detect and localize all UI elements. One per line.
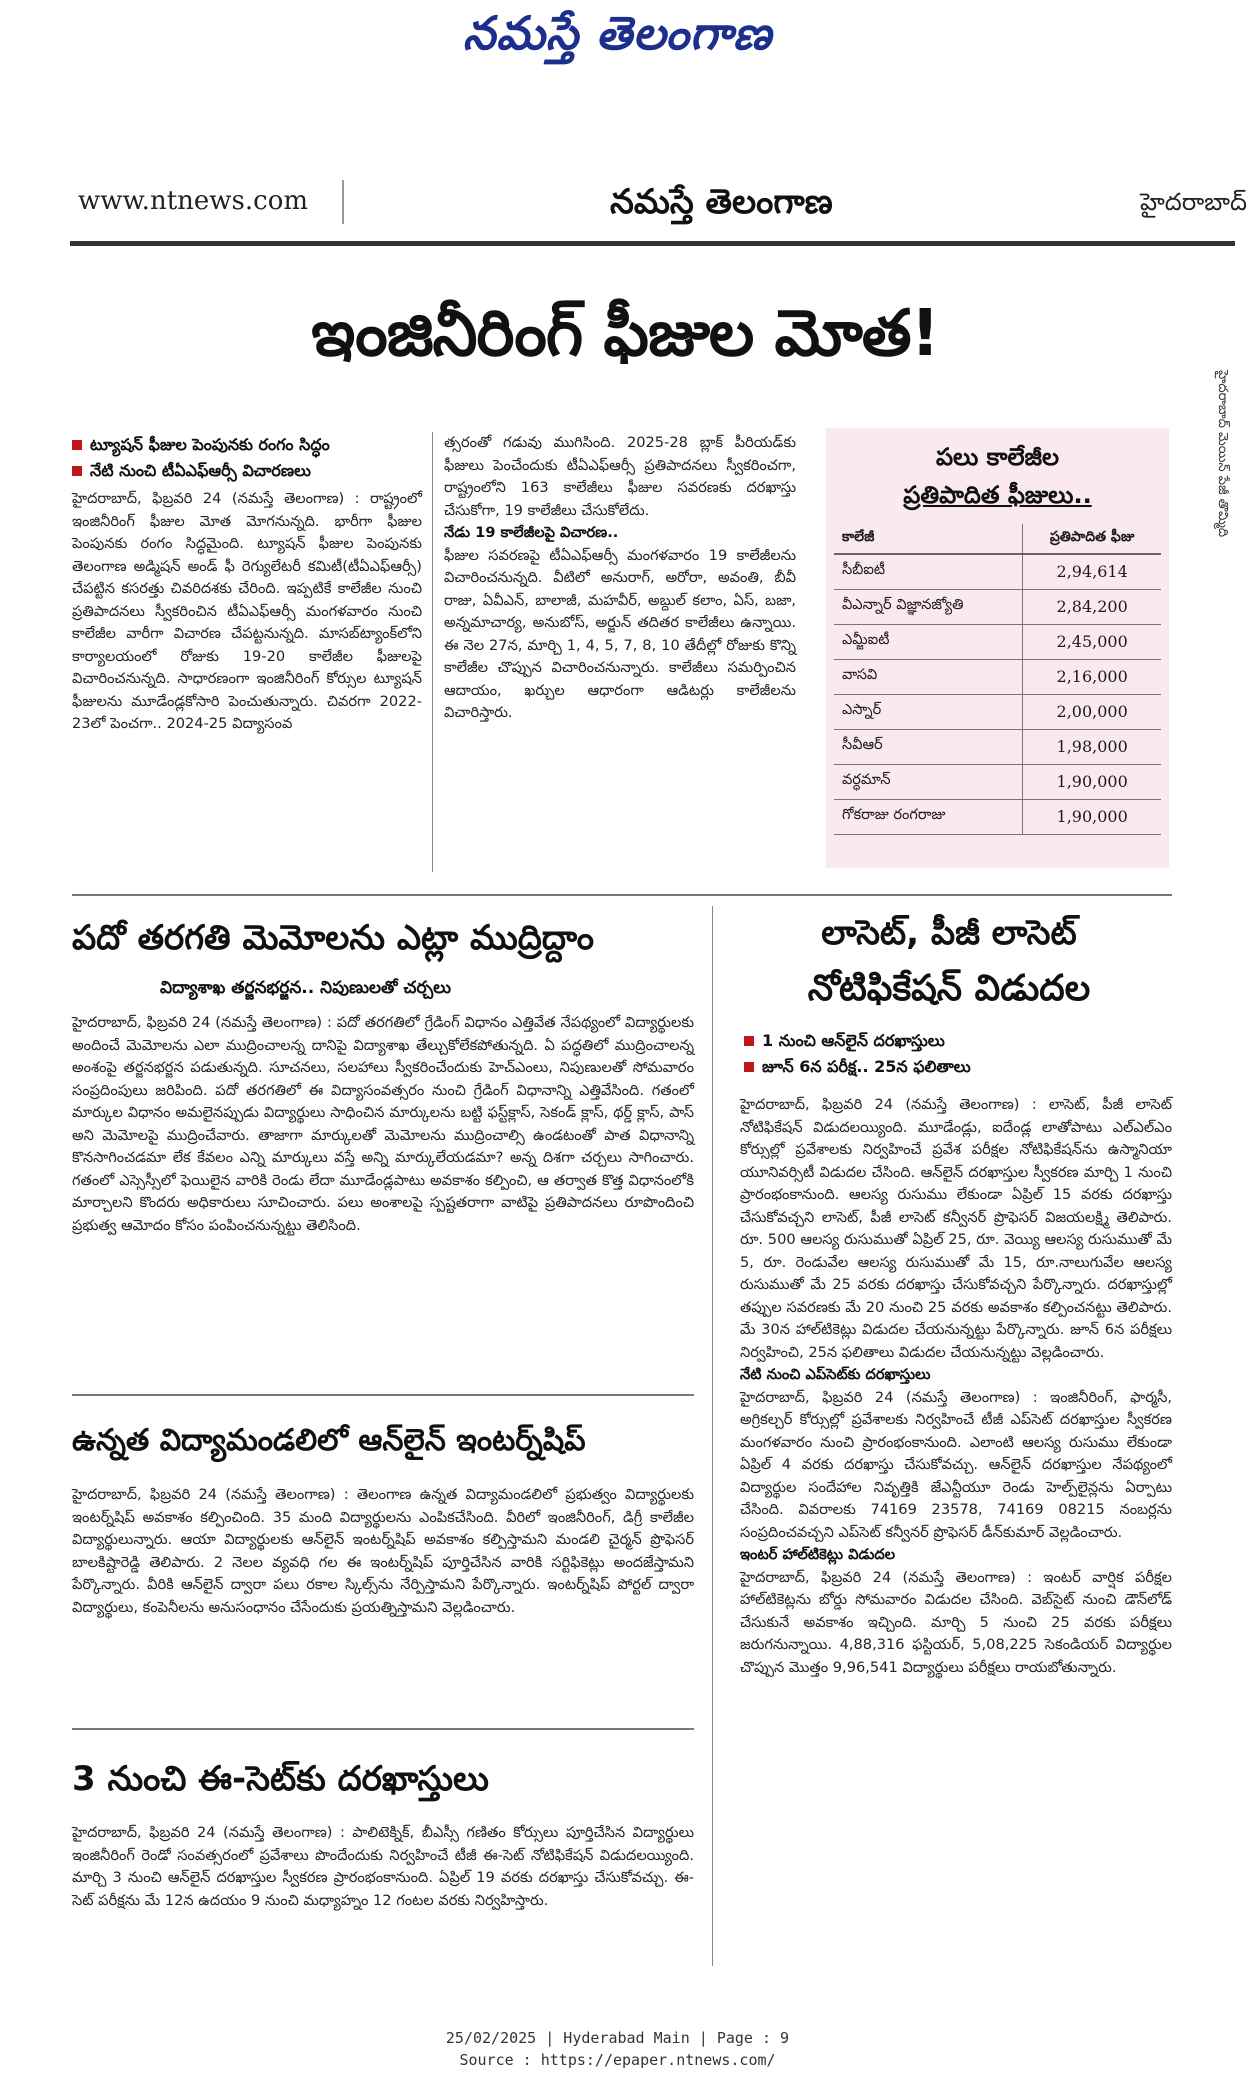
lead-bullet xyxy=(72,432,422,458)
lead-column-2-para: ఫీజుల సవరణపై టీఏఎఫ్‌ఆర్సీ మంగళవారం 19 కాలేజీలను విచారించనున్నది. వీటిలో అనురాగ్, అరోరా, అవంతి, బీవీ రాజు, ఏవీఎన్, బాలాజీ, మహవీర్, అబ్దుల్ కలాం, ఏస్, బజా, అన్నమాచార్య, అనుబోస్, అర్జున్ తదితర కాలేజీలు ఉన్నాయి. ఈ నెల 27న, మార్చి 1, 4, 5, 7, 8, 10 తేదీల్లో రోజుకు కొన్ని కాలేజీల చొప్పున విచారించనున్నారు. కాలేజీలు సమర్పించిన ఆదాయం, ఖర్చుల ఆధారంగా ఆడిటర్లు కాలేజీలను విచారిస్తారు. xyxy=(444,546,796,721)
column-rule xyxy=(712,906,713,1966)
lawcet-headline: లాసెట్, పీజీ లాసెట్ xyxy=(821,913,1077,953)
lawcet-bullet-text: 1 నుంచి ఆన్‌లైన్ దరఖాస్తులు xyxy=(762,1031,945,1050)
memo-body xyxy=(72,1012,694,1374)
ecet-headline: 3 నుంచి ఈ-సెట్‌కు దరఖాస్తులు xyxy=(72,1759,489,1799)
internship-headline: ఉన్నత విద్యామండలిలో ఆన్‌లైన్ ఇంటర్న్‌షిప్ xyxy=(72,1423,586,1458)
fee-table-header-fee: ప్రతిపాదిత ఫీజు xyxy=(1023,524,1161,554)
page-footer xyxy=(0,2027,1235,2071)
lead-column-1-text: హైదరాబాద్, ఫిబ్రవరి 24 (నమస్తే తెలంగాణ) : రాష్ట్రంలో ఇంజినీరింగ్ ఫీజుల మోత మోగనున్నది. భారీగా ఫీజుల పెంపునకు రంగం సిద్ధమైంది. ట్యూషన్ ఫీజుల పెంపునకు తెలంగాణ అడ్మిషన్ అండ్ ఫీ రెగ్యులేటరీ కమిటీ(టీఏఎఫ్‌ఆర్సీ) చేపట్టిన కసరత్తు చివరిదశకు చేరింది. ఇప్పటికే కాలేజీల నుంచి ప్రతిపాదనలు స్వీకరించిన టీఏఎఫ్‌ఆర్సీ మంగళవారం నుంచి కాలేజీల వారీగా విచారణ చేపట్టనున్నది. మాసబ్‌ట్యాంక్‌లోని కార్యాలయంలో రోజుకు 19-20 కాలేజీల ఫీజులపై విచారించనున్నది. సాధారణంగా ఇంజినీరింగ్ కోర్సుల ట్యూషన్ ఫీజులను మూడేండ్లకోసారి పెంచుతున్నారు. చివరగా 2022-23లో పెంచగా.. 2024-25 విద్యాసంవ xyxy=(72,490,422,732)
inter-subhead: ఇంటర్ హాల్‌టికెట్లు విడుదల xyxy=(740,1546,896,1563)
college-name: ఎస్నార్ xyxy=(834,694,1023,729)
table-row xyxy=(834,589,1161,624)
internship-body-text: హైదరాబాద్, ఫిబ్రవరి 24 (నమస్తే తెలంగాణ) : తెలంగాణ ఉన్నత విద్యామండలిలో ప్రభుత్వం విద్యార్థులకు ఇంటర్న్‌షిప్ అవకాశం కల్పించింది. 35 మంది విద్యార్థులను ఎంపికచేసింది. వీరిలో ఇంజినీరింగ్, డిగ్రీ కాలేజీల విద్యార్థులున్నారు. ఆయా విద్యార్థులకు ఆన్‌లైన్ ఇంటర్న్‌షిప్ అవకాశం కల్పిస్తామని మండలి చైర్మన్ ప్రొఫెసర్ బాలకిష్టారెడ్డి తెలిపారు. 2 నెలల వ్యవధి గల ఈ ఇంటర్న్‌షిప్ పూర్తిచేసిన వారికి సర్టిఫికెట్లు అందజేస్తామని పేర్కొన్నారు. వీరికి ఆన్‌లైన్ ద్వారా పలు రకాల స్కిల్స్‌ను నేర్పిస్తామని పేర్కొన్నారు. ఇంటర్న్‌షిప్ పోర్టల్ ద్వారా విద్యార్థులు, కంపెనీలను అనుసంధానం చేసేందుకు ప్రయత్నిస్తామని వెల్లడించారు. xyxy=(72,1486,694,1616)
column-rule xyxy=(432,432,433,872)
fee-table-box xyxy=(826,428,1169,868)
fee-table xyxy=(834,524,1161,835)
eapcet-subhead: నేటి నుంచి ఎప్‌సెట్‌కు దరఖాస్తులు xyxy=(740,1366,931,1383)
lead-bullet xyxy=(72,458,422,484)
college-fee: 2,45,000 xyxy=(1023,624,1161,659)
lawcet-body xyxy=(740,1094,1172,1964)
college-fee: 1,90,000 xyxy=(1023,799,1161,834)
section-rule xyxy=(72,1728,694,1730)
college-fee: 2,16,000 xyxy=(1023,659,1161,694)
inter-body-text: హైదరాబాద్, ఫిబ్రవరి 24 (నమస్తే తెలంగాణ) : ఇంటర్ వార్షిక పరీక్షల హాల్‌టికెట్లను బోర్డు సోమవారం విడుదల చేసింది. వెబ్‌సైట్ నుంచి డౌన్‌లోడ్ చేసుకునే అవకాశం ఇచ్చింది. మార్చి 5 నుంచి 25 వరకు పరీక్షలు జరుగనున్నాయి. 4,88,316 ఫస్టియర్, 5,08,225 సెకండియర్ విద్యార్థుల చొప్పున మొత్తం 9,96,541 విద్యార్థులు పరీక్షలు రాయబోతున్నారు. xyxy=(740,1568,1172,1676)
college-fee: 1,98,000 xyxy=(1023,729,1161,764)
footer-edition-info: 25/02/2025 | Hyderabad Main | Page : 9 xyxy=(445,2029,790,2047)
lawcet-body-text: హైదరాబాద్, ఫిబ్రవరి 24 (నమస్తే తెలంగాణ) : లాసెట్, పీజీ లాసెట్ నోటిఫికేషన్ విడుదలయ్యింది. మూడేండ్లు, ఐదేండ్ల లాతోపాటు ఎల్‌ఎల్‌ఎం కోర్సుల్లో ప్రవేశాలకు నిర్వహించే ప్రవేశ పరీక్షల నోటిఫికేషన్‌ను ఉస్మానియా యూనివర్సిటీ విడుదల చేసింది. ఆన్‌లైన్ దరఖాస్తుల స్వీకరణ మార్చి 1 నుంచి ప్రారంభంకానుంది. ఆలస్య రుసుము లేకుండా ఏప్రిల్ 15 వరకు దరఖాస్తు చేసుకోవచ్చని లాసెట్, పీజీ లాసెట్ కన్వీనర్ ప్రొఫెసర్ విజయలక్ష్మి తెలిపారు. రూ. 500 ఆలస్య రుసుముతో ఏప్రిల్ 25, రూ. వెయ్యి ఆలస్య రుసుముతో మే 5, రూ. రెండువేల ఆలస్య రుసుముతో మే 15, రూ.నాలుగువేల ఆలస్య రుసుముతో మే 25 వరకు దరఖాస్తు చేసుకోవచ్చని పేర్కొన్నారు. దరఖాస్తుల్లో తప్పుల సవరణకు మే 20 నుంచి 25 వరకు అవకాశం కల్పించనట్టు తెలిపారు. మే 30న హాల్‌టికెట్లు విడుదల చేయనున్నట్టు పేర్కొన్నారు. జూన్ 6న పరీక్షలు నిర్వహించి, 25న ఫలితాలు విడుదల చేయనున్నట్టు వెల్లడించారు. xyxy=(740,1096,1172,1361)
fee-box-title: ప్రతిపాదిత ఫీజులు.. xyxy=(903,481,1092,509)
section-rule xyxy=(72,1394,694,1396)
fee-table-header-college: కాలేజీ xyxy=(834,524,1023,554)
lawcet-bullet xyxy=(744,1054,1164,1080)
bullet-square-icon xyxy=(744,1036,754,1046)
college-name: సీబీఐటీ xyxy=(834,554,1023,589)
fee-table-header-row xyxy=(834,524,1161,554)
lead-column-2-subhead: నేడు 19 కాలేజీలపై విచారణ.. xyxy=(444,524,619,541)
table-row xyxy=(834,554,1161,589)
lead-column-2 xyxy=(444,432,796,874)
college-name: గోకరాజు రంగరాజు xyxy=(834,799,1023,834)
lead-column-2-para: త్సరంతో గడువు ముగిసింది. 2025-28 బ్లాక్ పీరియడ్‌కు ఫీజులు పెంచేందుకు టీఏఎఫ్‌ఆర్సీ ప్రతిపాదనలు స్వీకరించగా, రాష్ట్రంలోని 163 కాలేజీలు ఫీజుల సవరణకు దరఖాస్తు చేసుకోగా, 19 కాలేజీలు చేసుకోలేదు. xyxy=(444,434,796,519)
college-name: ఎమ్జీఐటీ xyxy=(834,624,1023,659)
table-row xyxy=(834,729,1161,764)
college-fee: 2,00,000 xyxy=(1023,694,1161,729)
bullet-square-icon xyxy=(72,440,82,450)
lawcet-bullet xyxy=(744,1028,1164,1054)
lead-bullet-text: ట్యూషన్ ఫీజుల పెంపునకు రంగం సిద్ధం xyxy=(90,435,330,454)
college-name: సీవీఆర్ xyxy=(834,729,1023,764)
table-row xyxy=(834,799,1161,834)
internship-body xyxy=(72,1484,694,1712)
lawcet-bullet-text: జూన్ 6న పరీక్ష.. 25న ఫలితాలు xyxy=(762,1057,971,1076)
lead-bullets xyxy=(72,432,422,484)
page-subheader xyxy=(70,168,1247,246)
memo-body-text: హైదరాబాద్, ఫిబ్రవరి 24 (నమస్తే తెలంగాణ) : పదో తరగతిలో గ్రేడింగ్ విధానం ఎత్తివేత నేపథ్యంలో విద్యార్థులకు అందించే మెమోలను ఎలా ముద్రించాలన్న దానిపై విద్యాశాఖ తేల్చుకోలేకపోతున్నది. ఏ పద్ధతిలో ముద్రించాలన్న అంశంపై తర్జనభర్జన పడుతున్నది. సూచనలు, సలహాలు స్వీకరించేందుకు హెచ్‌ఎంలు, నిపుణులతో సోమవారం సంప్రదింపులు జరిపింది. పదో తరగతిలో ఈ విద్యాసంవత్సరం నుంచి గ్రేడింగ్ విధానాన్ని ఎత్తివేసింది. గతంలో మార్కుల విధానం అమలైనప్పుడు విద్యార్థులు సాధించిన మార్కులను బట్టి ఫస్ట్‌క్లాస్, సెకండ్ క్లాస్, థర్డ్ క్లాస్, పాస్ అని మెమోలపై ముద్రించేవారు. తాజాగా మార్కులతో మెమోలను ముద్రించాల్సి ఉండటంతో పాత విధానాన్ని కొనసాగించడమా లేక కేవలం ఎన్ని మార్కులు వస్తే అన్ని మార్కులేయడమా? అన్న దిశగా చర్చలు సాగించారు. గతంలో ఎస్సెస్సీలో ఫెయిలైన వారికి రెండు లేదా మూడేండ్లపాటు అవకాశం కల్పించి, ఆ తర్వాత కొత్త విధానంలోకి మార్చాలని కొందరు అధికారులు సూచించారు. పలు అంశాలపై స్పష్టతరాగా వాటిపై ప్రతిపాదనలు రూపొందించి ప్రభుత్వ ఆమోదం కోసం పంపించనున్నట్టు తెలిసింది. xyxy=(72,1014,694,1234)
college-fee: 1,90,000 xyxy=(1023,764,1161,799)
lawcet-headline: నోటిఫికేషన్ విడుదల xyxy=(807,968,1091,1009)
memo-subhead: విద్యాశాఖ తర్జనభర్జన.. నిపుణులతో చర్చలు xyxy=(160,978,452,998)
lead-bullet-text: నేటి నుంచి టీఏఎఫ్‌ఆర్సీ విచారణలు xyxy=(90,461,311,480)
college-fee: 2,84,200 xyxy=(1023,589,1161,624)
lead-column-1 xyxy=(72,488,422,874)
lawcet-bullets xyxy=(744,1028,1164,1080)
section-rule xyxy=(72,894,1172,896)
table-row xyxy=(834,659,1161,694)
memo-headline: పదో తరగతి మెమోలను ఎట్లా ముద్రిద్దాం xyxy=(72,918,595,958)
eapcet-body-text: హైదరాబాద్, ఫిబ్రవరి 24 (నమస్తే తెలంగాణ) : ఇంజినీరింగ్, ఫార్మసీ, అగ్రికల్చర్ కోర్సుల్లో ప్రవేశాలకు నిర్వహించే టీజీ ఎప్‌సెట్ దరఖాస్తుల స్వీకరణ మంగళవారం నుంచి ప్రారంభంకానుంది. ఎలాంటి ఆలస్య రుసుము లేకుండా ఏప్రిల్ 4 వరకు దరఖాస్తు చేసుకోవచ్చు. ఆన్‌లైన్ దరఖాస్తుల నేపథ్యంలో విద్యార్థుల సందేహాల నివృత్తికి జేఎన్టీయూ రెండు హెల్ప్‌లైన్లను ఏర్పాటు చేసింది. వివరాలకు 74169 23578, 74169 08215 నంబర్లను సంప్రదించవచ్చని ఎప్‌సెట్ కన్వీనర్ ప్రొఫెసర్ డీన్‌కుమార్ వెల్లడించారు. xyxy=(740,1388,1172,1541)
footer-source: Source : https://epaper.ntnews.com/ xyxy=(459,2051,776,2069)
paper-name: నమస్తే తెలంగాణ xyxy=(610,182,833,222)
masthead-logo: నమస్తే తెలంగాణ xyxy=(462,6,773,60)
site-url: www.ntnews.com xyxy=(78,186,309,216)
college-fee: 2,94,614 xyxy=(1023,554,1161,589)
ecet-body-text: హైదరాబాద్, ఫిబ్రవరి 24 (నమస్తే తెలంగాణ) : పాలిటెక్నిక్, బీఎస్సీ గణితం కోర్సులు పూర్తిచేసిన విద్యార్థులు ఇంజినీరింగ్ రెండో సంవత్సరంలో ప్రవేశాలు పొందేందుకు నిర్వహించే టీజీ ఈ-సెట్ నోటిఫికేషన్ విడుదలయ్యింది. మార్చి 3 నుంచి ఆన్‌లైన్ దరఖాస్తుల స్వీకరణ ప్రారంభంకానుంది. ఏప్రిల్ 19 వరకు దరఖాస్తు చేసుకోవచ్చు. ఈ-సెట్ పరీక్షను మే 12న ఉదయం 9 నుంచి మధ్యాహ్నం 12 గంటల వరకు నిర్వహిస్తారు. xyxy=(72,1824,694,1909)
college-name: వీఎన్నార్ విజ్ఞానజ్యోతి xyxy=(834,589,1023,624)
table-row xyxy=(834,694,1161,729)
table-row xyxy=(834,624,1161,659)
ecet-body xyxy=(72,1822,694,1960)
subheader-divider xyxy=(342,180,344,224)
bullet-square-icon xyxy=(72,466,82,476)
college-name: వాసవి xyxy=(834,659,1023,694)
table-row xyxy=(834,764,1161,799)
college-name: వర్ధమాన్ xyxy=(834,764,1023,799)
bullet-square-icon xyxy=(744,1062,754,1072)
lead-headline: ఇంజినీరింగ్ ఫీజుల మోత! xyxy=(311,297,939,371)
margin-strip-text: హైదరాబాద్ మెయిన్ పేజీ తొమ్మిది xyxy=(1215,370,1230,537)
edition-city: హైదరాబాద్ xyxy=(1140,188,1247,216)
fee-box-title: పలు కాలేజీల xyxy=(935,443,1060,471)
